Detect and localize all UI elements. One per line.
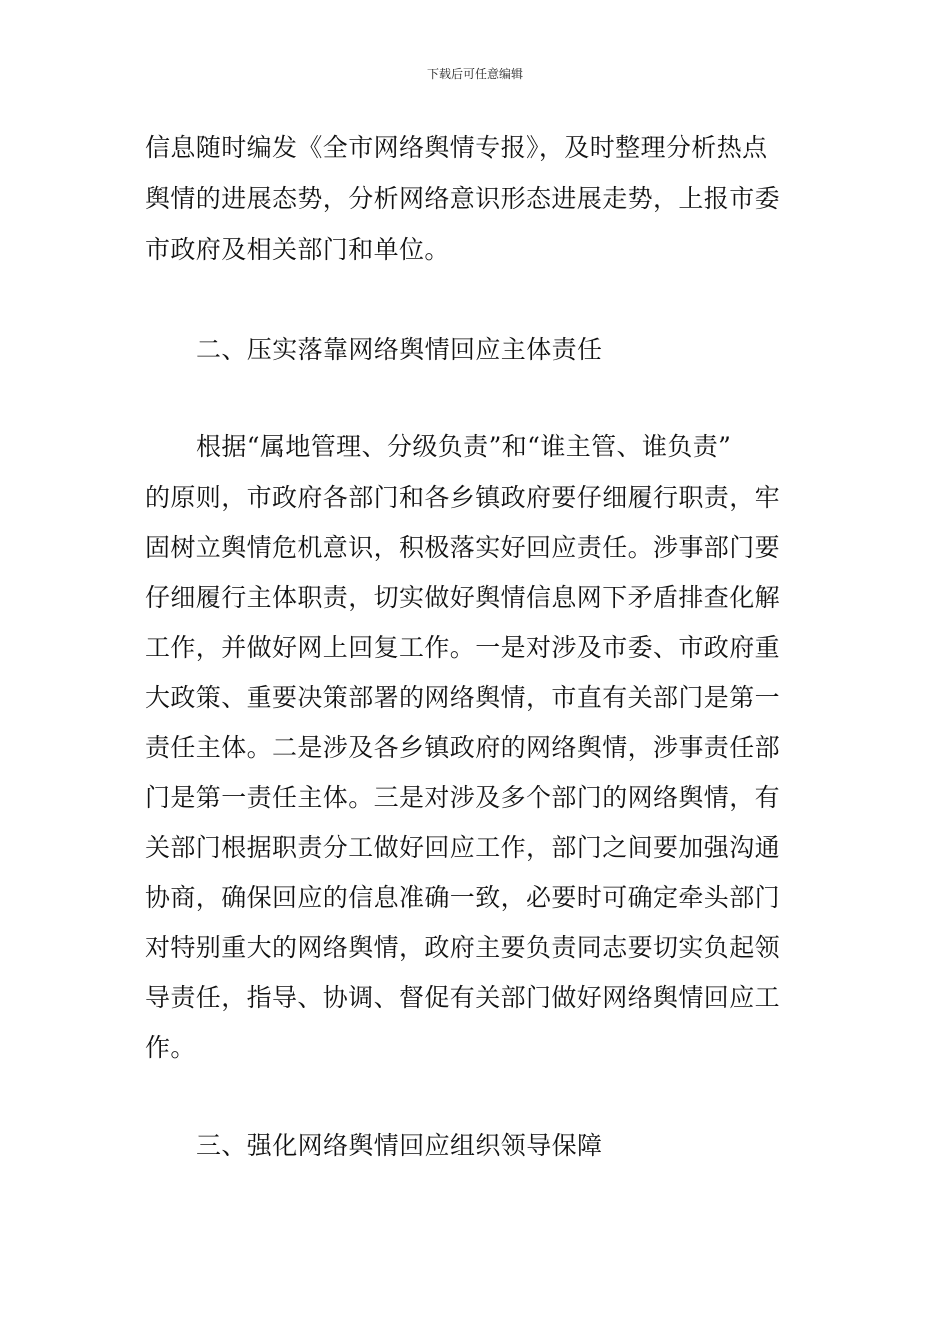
paragraph-line: 工作，并做好网上回复工作。一是对涉及市委、市政府重: [145, 633, 781, 662]
paragraph-line: 对特别重大的网络舆情，政府主要负责同志要切实负起领: [145, 933, 781, 962]
paragraph-line: 固树立舆情危机意识，积极落实好回应责任。涉事部门要: [145, 533, 781, 562]
paragraph-line: 关部门根据职责分工做好回应工作，部门之间要加强沟通: [145, 833, 781, 862]
paragraph-line: 作。: [145, 1033, 196, 1062]
paragraph-line: 根据“属地管理、分级负责”和“谁主管、谁负责”: [196, 432, 732, 461]
paragraph-line: 责任主体。二是涉及各乡镇政府的网络舆情，涉事责任部: [145, 733, 781, 762]
section-heading: 二、压实落靠网络舆情回应主体责任: [196, 335, 603, 364]
section-heading: 三、强化网络舆情回应组织领导保障: [196, 1131, 603, 1160]
paragraph-line: 仔细履行主体职责，切实做好舆情信息网下矛盾排查化解: [145, 583, 781, 612]
paragraph-line: 导责任，指导、协调、督促有关部门做好网络舆情回应工: [145, 983, 781, 1012]
paragraph-line: 协商，确保回应的信息准确一致，必要时可确定牵头部门: [145, 883, 781, 912]
paragraph-line: 舆情的进展态势，分析网络意识形态进展走势，上报市委: [145, 184, 781, 213]
paragraph-line: 的原则，市政府各部门和各乡镇政府要仔细履行职责，牢: [145, 483, 781, 512]
paragraph-line: 市政府及相关部门和单位。: [145, 235, 450, 264]
paragraph-line: 大政策、重要决策部署的网络舆情，市直有关部门是第一: [145, 683, 781, 712]
header-note: 下载后可任意编辑: [426, 67, 523, 81]
paragraph-line: 信息随时编发《全市网络舆情专报》，及时整理分析热点: [145, 133, 768, 162]
paragraph-line: 门是第一责任主体。三是对涉及多个部门的网络舆情，有: [145, 783, 781, 812]
